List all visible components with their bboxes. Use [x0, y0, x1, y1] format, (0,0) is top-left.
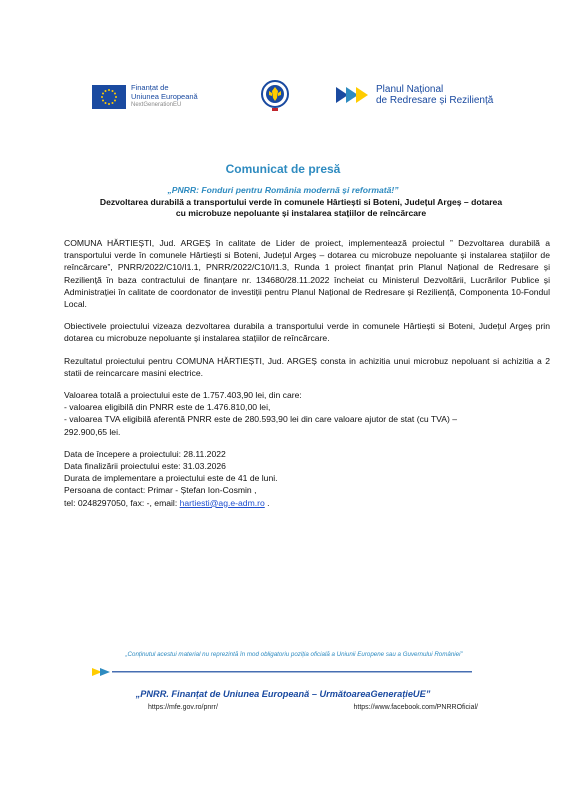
tel-fax-text: tel: 0248297050, fax: -, email:	[64, 497, 180, 508]
headline-line1: Dezvoltarea durabilă a transportului verde în comunele Hârtiești si Boteni, Județul Argeș – dotarea	[99, 197, 503, 207]
eu-logo-line1: Finanțat de	[131, 83, 169, 92]
contact-line-end: .	[264, 497, 270, 508]
page-title: Comunicat de presă	[225, 162, 341, 176]
paragraph-introduction: COMUNA HĂRTIEȘTI, Jud. ARGEȘ în calitate de Lider de proiect, implementează proiectul ” Dezvoltarea durabilă a transportului verde în comunele Hârtiești si Boteni, Județul Argeș – dotarea cu microbuze nepoluante și instalarea stațiilor de reîncărcare”, PNRR/2022/C10/I1.1, PNRR/2022/C10/I1.3, Runda 1 proiect finanțat prin Planul Național de Redresare și Reziliență în baza contractului de finanțare nr. 134680/28.11.2022 încheiat cu Ministerul Dezvoltării, Lucrărilor Publice și Administrației în calitate de coordonator de investiții pentru Planul Național de Redresare și Reziliență, Componenta 10-Fondul Local.	[64, 238, 550, 310]
romanian-government-crest-icon	[260, 78, 290, 117]
disclaimer-text: „Conținutul acestui material nu reprezintă în mod obligatoriu poziția oficială a Uniunii Europene sau a Guvernului României”	[125, 651, 463, 658]
facebook-link[interactable]: https://www.facebook.com/PNRROficial/	[353, 704, 478, 711]
value-tva-line2: 292.900,65 lei.	[64, 426, 121, 437]
mfe-link[interactable]: https://mfe.gov.ro/pnrr/	[148, 704, 218, 711]
eu-funding-logo	[92, 84, 198, 110]
paragraph-results: Rezultatul proiectului pentru COMUNA HĂRTIEȘTI, Jud. ARGEȘ consta in achizitia unui microbuz nepoluant si achizitia a 2 statii de reincarcare masini electrice.	[64, 355, 550, 378]
eu-flag-icon	[92, 85, 126, 109]
eu-logo-text	[131, 84, 198, 110]
contact-line	[64, 497, 550, 509]
value-tva-line1: - valoarea TVA eligibilă aferentă PNRR este de 280.593,90 lei din care valoare ajutor de stat (cu TVA) –	[64, 414, 457, 425]
pnrr-logo-line1: Planul Național	[376, 84, 444, 95]
eu-logo-line3: NextGenerationEU	[131, 102, 182, 108]
logo-header	[92, 78, 522, 118]
project-headline	[60, 197, 542, 219]
value-eligible: - valoarea eligibilă din PNRR este de 1.476.810,00 lei,	[64, 402, 271, 413]
footer-links	[148, 704, 478, 711]
footer-title: „PNRR. Finanțat de Uniunea Europeană – UrmătoareaGenerațieUE”	[135, 689, 431, 699]
project-details	[64, 448, 550, 509]
pnrr-logo-text	[376, 84, 493, 106]
page-subtitle: „PNRR: Fonduri pentru România modernă și reformată!”	[167, 185, 399, 195]
headline-line2: cu microbuze nepoluante și instalarea stațiilor de reîncărcare	[175, 208, 427, 218]
duration: Durata de implementare a proiectului este de 41 de luni.	[64, 473, 278, 484]
project-values	[64, 389, 550, 438]
contact-person: Persoana de contact: Primar - Ștefan Ion-Cosmin ,	[64, 485, 257, 496]
document-body	[64, 237, 550, 519]
email-link[interactable]: hartiesti@ag.e-adm.ro	[179, 497, 265, 508]
paragraph-objectives: Obiectivele proiectului vizeaza dezvoltarea durabila a transportului verde in comunele Hârtiești si Boteni, Județul Argeș prin dotarea cu microbuze nepoluante și instalarea stațiilor de reîncărcare.	[64, 321, 550, 344]
eu-logo-line2: Uniunea Europeană	[131, 91, 198, 101]
date-end: Data finalizării proiectului este: 31.03.2026	[64, 461, 226, 472]
pnrr-arrow-icon	[334, 84, 370, 106]
pnrr-logo	[334, 84, 493, 106]
footer-divider-icon	[92, 667, 472, 677]
value-total: Valoarea totală a proiectului este de 1.757.403,90 lei, din care:	[64, 390, 302, 401]
date-start: Data de începere a proiectului: 28.11.2022	[64, 448, 226, 459]
pnrr-logo-line2: de Redresare și Reziliență	[376, 95, 494, 106]
